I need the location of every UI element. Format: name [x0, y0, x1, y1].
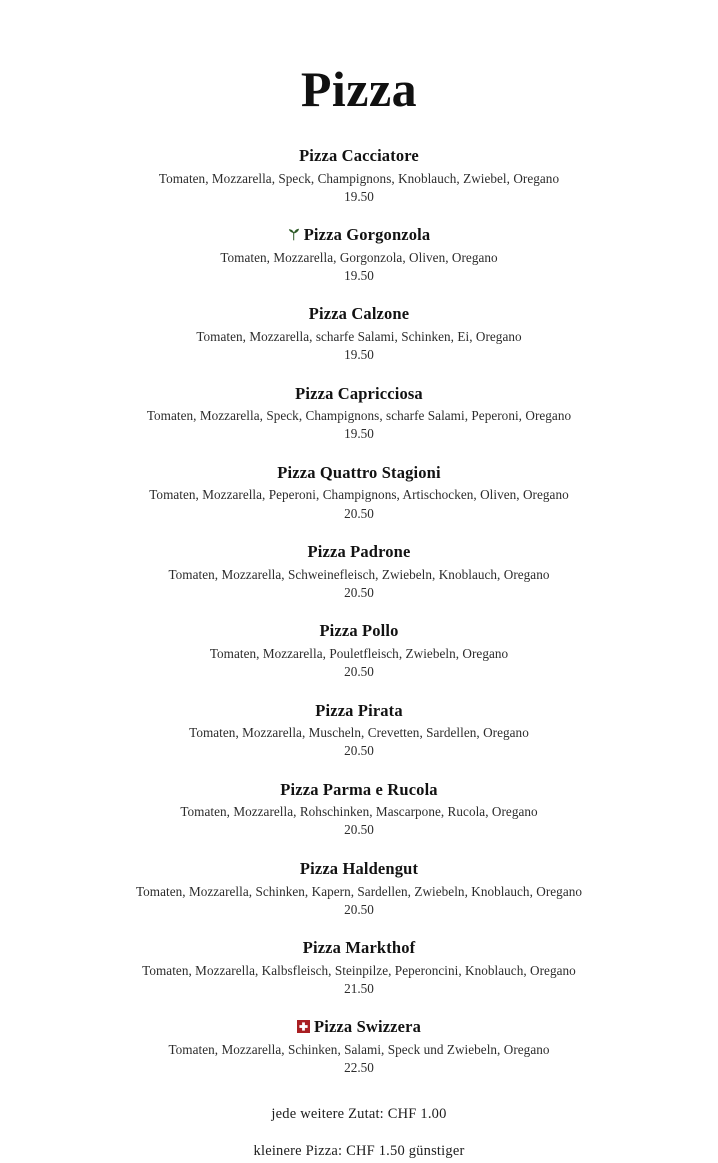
menu-item-price: 19.50 [344, 347, 374, 363]
menu-item-name-row [0, 1016, 718, 1039]
menu-item-description: Tomaten, Mozzarella, Speck, Champignons, Knoblauch, Zwiebel, Oregano [158, 170, 560, 186]
menu-item [0, 303, 718, 364]
menu-item [0, 383, 718, 444]
menu-item-description: Tomaten, Mozzarella, Pouletfleisch, Zwiebeln, Oregano [209, 645, 509, 661]
menu-item [0, 779, 718, 840]
menu-item-name: Pizza Cacciatore [299, 146, 419, 165]
swiss-flag-icon [297, 1020, 310, 1033]
menu-item-description: Tomaten, Mozzarella, Speck, Champignons, scharfe Salami, Peperoni, Oregano [146, 408, 572, 424]
menu-item-description: Tomaten, Mozzarella, Peperoni, Champignons, Artischocken, Oliven, Oregano [149, 487, 569, 503]
menu-item-name: Pizza Gorgonzola [303, 225, 431, 245]
menu-item-description: Tomaten, Mozzarella, Gorgonzola, Oliven, Oregano [220, 249, 498, 265]
menu-item-price: 19.50 [344, 426, 374, 442]
menu-item-description: Tomaten, Mozzarella, Muscheln, Crevetten, Sardellen, Oregano [189, 725, 529, 741]
menu-item [0, 224, 718, 285]
menu-item-name-row [0, 541, 718, 564]
menu-item-name-row [0, 462, 718, 485]
menu-item-name: Pizza Swizzera [313, 1017, 421, 1037]
menu-item-name: Pizza Padrone [307, 542, 411, 562]
menu-item-name: Pizza Pollo [319, 621, 399, 641]
menu-item-name-row [0, 303, 718, 326]
menu-item-name-row [0, 224, 718, 247]
menu-item-price: 22.50 [344, 1060, 374, 1076]
menu-item-name-row [0, 700, 718, 723]
menu-item-name-row [0, 779, 718, 802]
vegetarian-leaf-icon [288, 228, 300, 241]
menu-item-name-row [0, 145, 718, 168]
menu-item-price: 19.50 [344, 267, 374, 283]
menu-item-list [0, 145, 718, 1078]
menu-item-name-row [0, 937, 718, 960]
menu-item [0, 145, 718, 206]
menu-item-description: Tomaten, Mozzarella, Schinken, Salami, Speck und Zwiebeln, Oregano [168, 1042, 550, 1057]
menu-item-price: 20.50 [344, 901, 374, 917]
menu-item-price: 20.50 [344, 584, 374, 600]
menu-footer [0, 1104, 718, 1163]
menu-item-description: Tomaten, Mozzarella, Kalbsfleisch, Steinpilze, Peperoncini, Knoblauch, Oregano [142, 962, 576, 978]
menu-item-name-row [0, 620, 718, 643]
menu-item-name: Pizza Haldengut [299, 858, 419, 878]
menu-item-name: Pizza Parma e Rucola [280, 779, 438, 799]
menu-item [0, 620, 718, 681]
footer-note-extra-ingredient: jede weitere Zutat: CHF 1.00 [271, 1105, 447, 1122]
menu-item-name: Pizza Markthof [302, 938, 416, 958]
menu-item-price: 20.50 [344, 664, 374, 680]
menu-item-description: Tomaten, Mozzarella, Schweinefleisch, Zwiebeln, Knoblauch, Oregano [168, 566, 550, 582]
menu-item-description: Tomaten, Mozzarella, Schinken, Kapern, Sardellen, Zwiebeln, Knoblauch, Oregano [135, 883, 583, 899]
menu-item-price: 20.50 [344, 505, 374, 521]
menu-item-name: Pizza Quattro Stagioni [277, 462, 441, 482]
menu-item-name-row [0, 858, 718, 881]
menu-item-name: Pizza Capricciosa [295, 383, 423, 403]
menu-item [0, 937, 718, 998]
menu-item [0, 858, 718, 919]
menu-item [0, 541, 718, 602]
menu-item-price: 20.50 [344, 822, 374, 838]
menu-item-price: 19.50 [344, 188, 374, 204]
menu-item-description: Tomaten, Mozzarella, Rohschinken, Mascarpone, Rucola, Oregano [180, 804, 538, 820]
footer-note-smaller-pizza: kleinere Pizza: CHF 1.50 günstiger [253, 1143, 465, 1160]
menu-item-price: 20.50 [344, 743, 374, 759]
menu-item [0, 462, 718, 523]
menu-item-name: Pizza Calzone [308, 304, 410, 324]
menu-item [0, 1016, 718, 1077]
menu-item [0, 700, 718, 761]
menu-item-name-row [0, 383, 718, 406]
menu-item-description: Tomaten, Mozzarella, scharfe Salami, Schinken, Ei, Oregano [196, 329, 522, 345]
menu-item-name: Pizza Pirata [315, 700, 403, 720]
menu-item-price: 21.50 [344, 980, 374, 996]
page-title: Pizza [300, 61, 418, 117]
